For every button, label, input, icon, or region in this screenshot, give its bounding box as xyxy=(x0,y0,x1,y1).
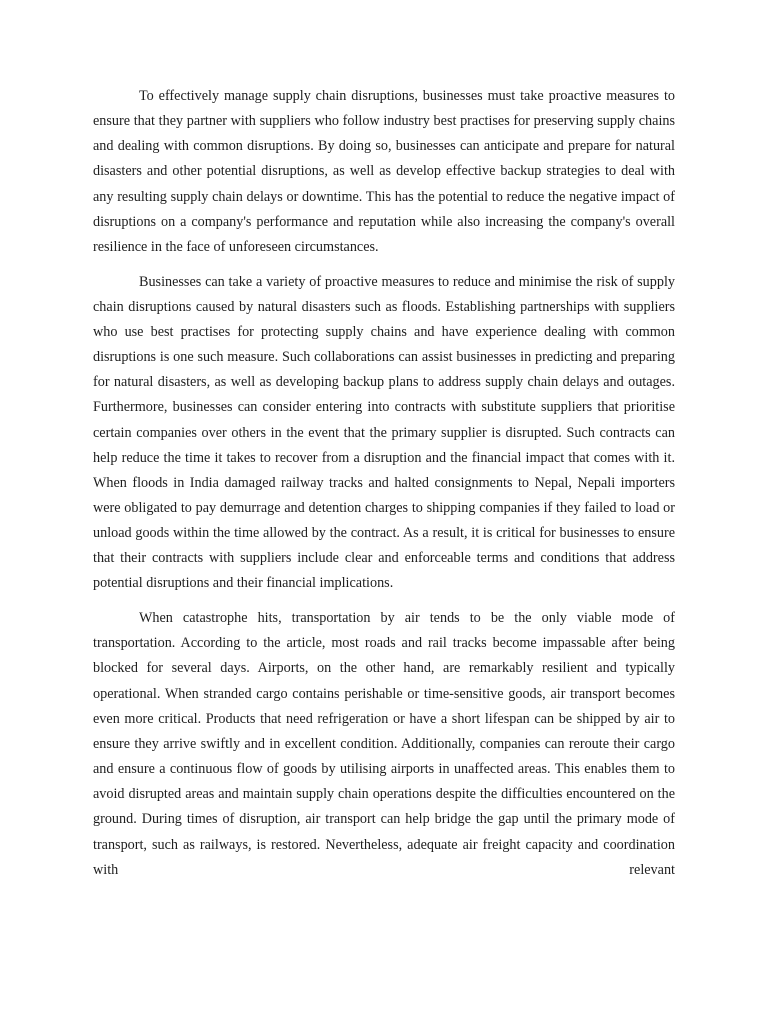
paragraph-proactive-measures: Businesses can take a variety of proactive measures to reduce and minimise the risk of supply chain disruptions caused by natural disasters such as floods. Establishing partnerships with suppliers who use best practises for protecting supply chains and have experience dealing with common disruptions is one such measure. Such collaborations can assist businesses in predicting and preparing for natural disasters, as well as developing backup plans to address supply chain delays and outages. Furthermore, businesses can consider entering into contracts with substitute suppliers that prioritise certain companies over others in the event that the primary supplier is disrupted. Such contracts can help reduce the time it takes to recover from a disruption and the financial impact that comes with it. When floods in India damaged railway tracks and halted consignments to Nepal, Nepali importers were obligated to pay demurrage and detention charges to shipping companies if they failed to load or unload goods within the time allowed by the contract. As a result, it is critical for businesses to ensure that their contracts with suppliers include clear and enforceable terms and conditions that address potential disruptions and their financial implications. xyxy=(93,273,675,592)
paragraph-air-transport: When catastrophe hits, transportation by air tends to be the only viable mode of transportation. According to the article, most roads and rail tracks become impassable after being blocked for several days. Airports, on the other hand, are remarkably resilient and typically operational. When stranded cargo contains perishable or time-sensitive goods, air transport becomes even more critical. Products that need refrigeration or have a short lifespan can be shipped by air to ensure they arrive swiftly and in excellent condition. Additionally, companies can reroute their cargo and ensure a continuous flow of goods by utilising airports in unaffected areas. This enables them to avoid disrupted areas and maintain supply chain operations despite the difficulties encountered on the ground. During times of disruption, air transport can help bridge the gap until the primary mode of transport, such as railways, is restored. Nevertheless, adequate air freight capacity and coordination with relevant xyxy=(93,610,675,878)
document-page xyxy=(93,84,675,883)
paragraph-supply-chain-management: To effectively manage supply chain disruptions, businesses must take proactive measures to ensure that they partner with suppliers who follow industry best practises for preserving supply chains and dealing with common disruptions. By doing so, businesses can anticipate and prepare for natural disasters and other potential disruptions, as well as develop effective backup strategies to deal with any resulting supply chain delays or downtime. This has the potential to reduce the negative impact of disruptions on a company's performance and reputation while also increasing the company's overall resilience in the face of unforeseen circumstances. xyxy=(93,88,675,255)
